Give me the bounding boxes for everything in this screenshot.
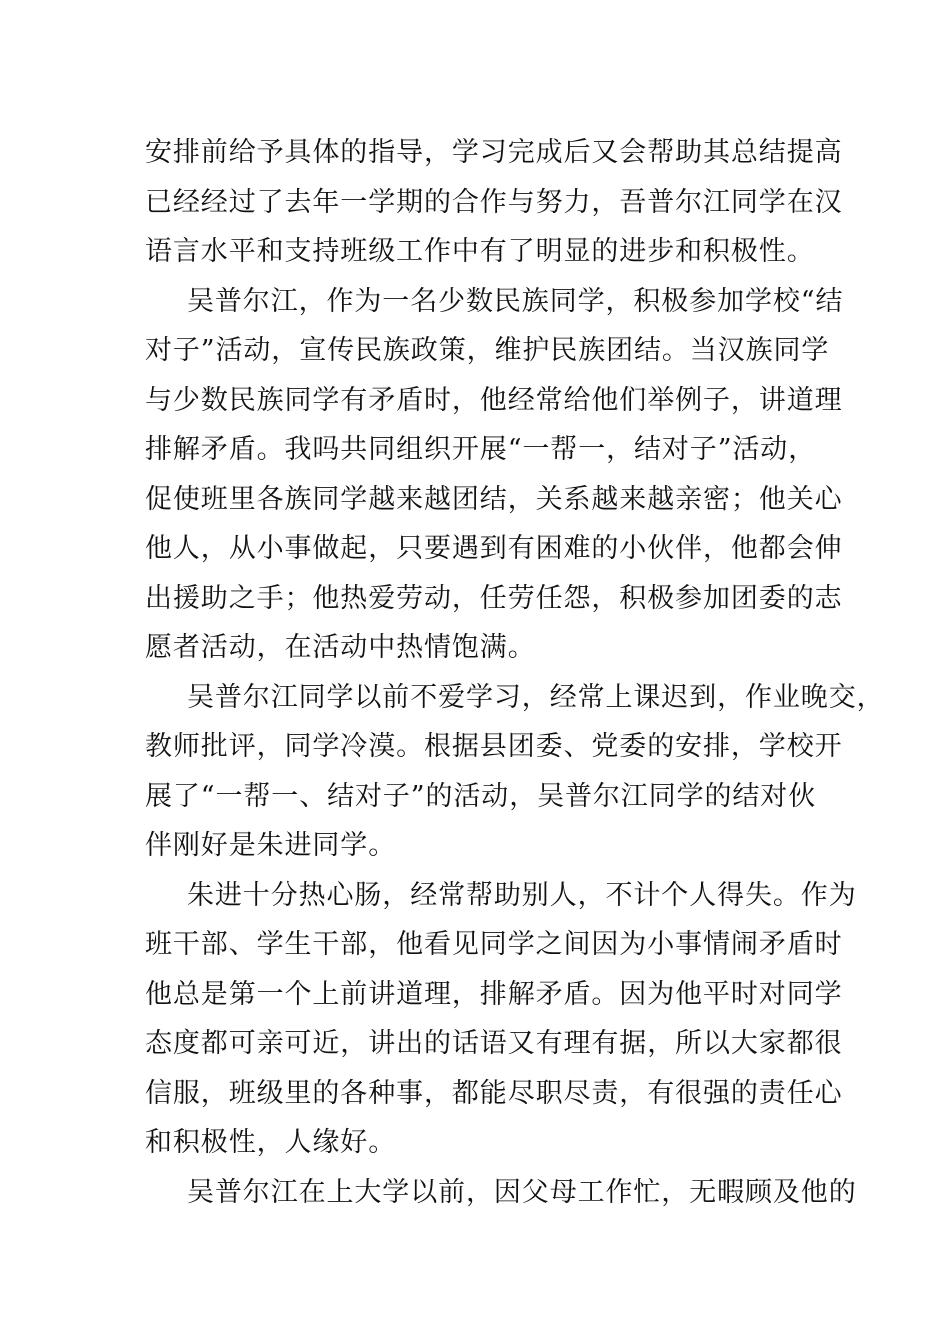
paragraph-start-line: 朱进十分热心肠，经常帮助别人，不计个人得失。作为 [187, 879, 857, 911]
text-line: 与少数民族同学有矛盾时，他经常给他们举例子，讲道理 [145, 384, 843, 416]
text-line: 出援助之手；他热爱劳动，任劳任怨，积极参加团委的志 [145, 582, 843, 614]
text-line: 他人，从小事做起，只要遇到有困难的小伙伴，他都会伸 [145, 533, 843, 564]
paragraph-start-line: 吴普尔江，作为一名少数民族同学，积极参加学校“结 [187, 285, 844, 317]
text-line: 伴刚好是朱进同学。 [145, 830, 397, 861]
text-line: 愿者活动，在活动中热情饱满。 [145, 632, 536, 663]
text-line: 展了“一帮一、结对子”的活动，吴普尔江同学的结对伙 [145, 780, 817, 812]
paragraph-start-line: 吴普尔江同学以前不爱学习，经常上课迟到，作业晚交， [187, 681, 885, 713]
text-line: 和积极性，人缘好。 [145, 1127, 397, 1158]
text-line: 态度都可亲可近，讲出的话语又有理有据，所以大家都很 [145, 1028, 843, 1059]
text-line: 班干部、学生干部，他看见同学之间因为小事情闹矛盾时 [145, 929, 843, 960]
text-line: 安排前给予具体的指导，学习完成后又会帮助其总结提高 [145, 137, 843, 168]
text-line: 排解矛盾。我吗共同组织开展“一帮一，结对子”活动， [145, 434, 817, 465]
text-line: 他总是第一个上前讲道理，排解矛盾。因为他平时对同学 [145, 978, 843, 1010]
text-line: 语言水平和支持班级工作中有了明显的进步和积极性。 [145, 236, 815, 267]
text-line: 促使班里各族同学越来越团结，关系越来越亲密；他关心 [145, 483, 843, 515]
paragraph-start-line: 吴普尔江在上大学以前，因父母工作忙，无暇顾及他的 [187, 1176, 857, 1208]
text-line: 已经经过了去年一学期的合作与努力，吾普尔江同学在汉 [145, 186, 843, 218]
text-line: 教师批评，同学冷漠。根据县团委、党委的安排，学校开 [145, 731, 843, 762]
body-text [145, 128, 885, 1217]
text-line: 信服，班级里的各种事，都能尽职尽责，有很强的责任心 [145, 1077, 843, 1109]
text-line: 对子”活动，宣传民族政策，维护民族团结。当汉族同学 [145, 335, 830, 366]
